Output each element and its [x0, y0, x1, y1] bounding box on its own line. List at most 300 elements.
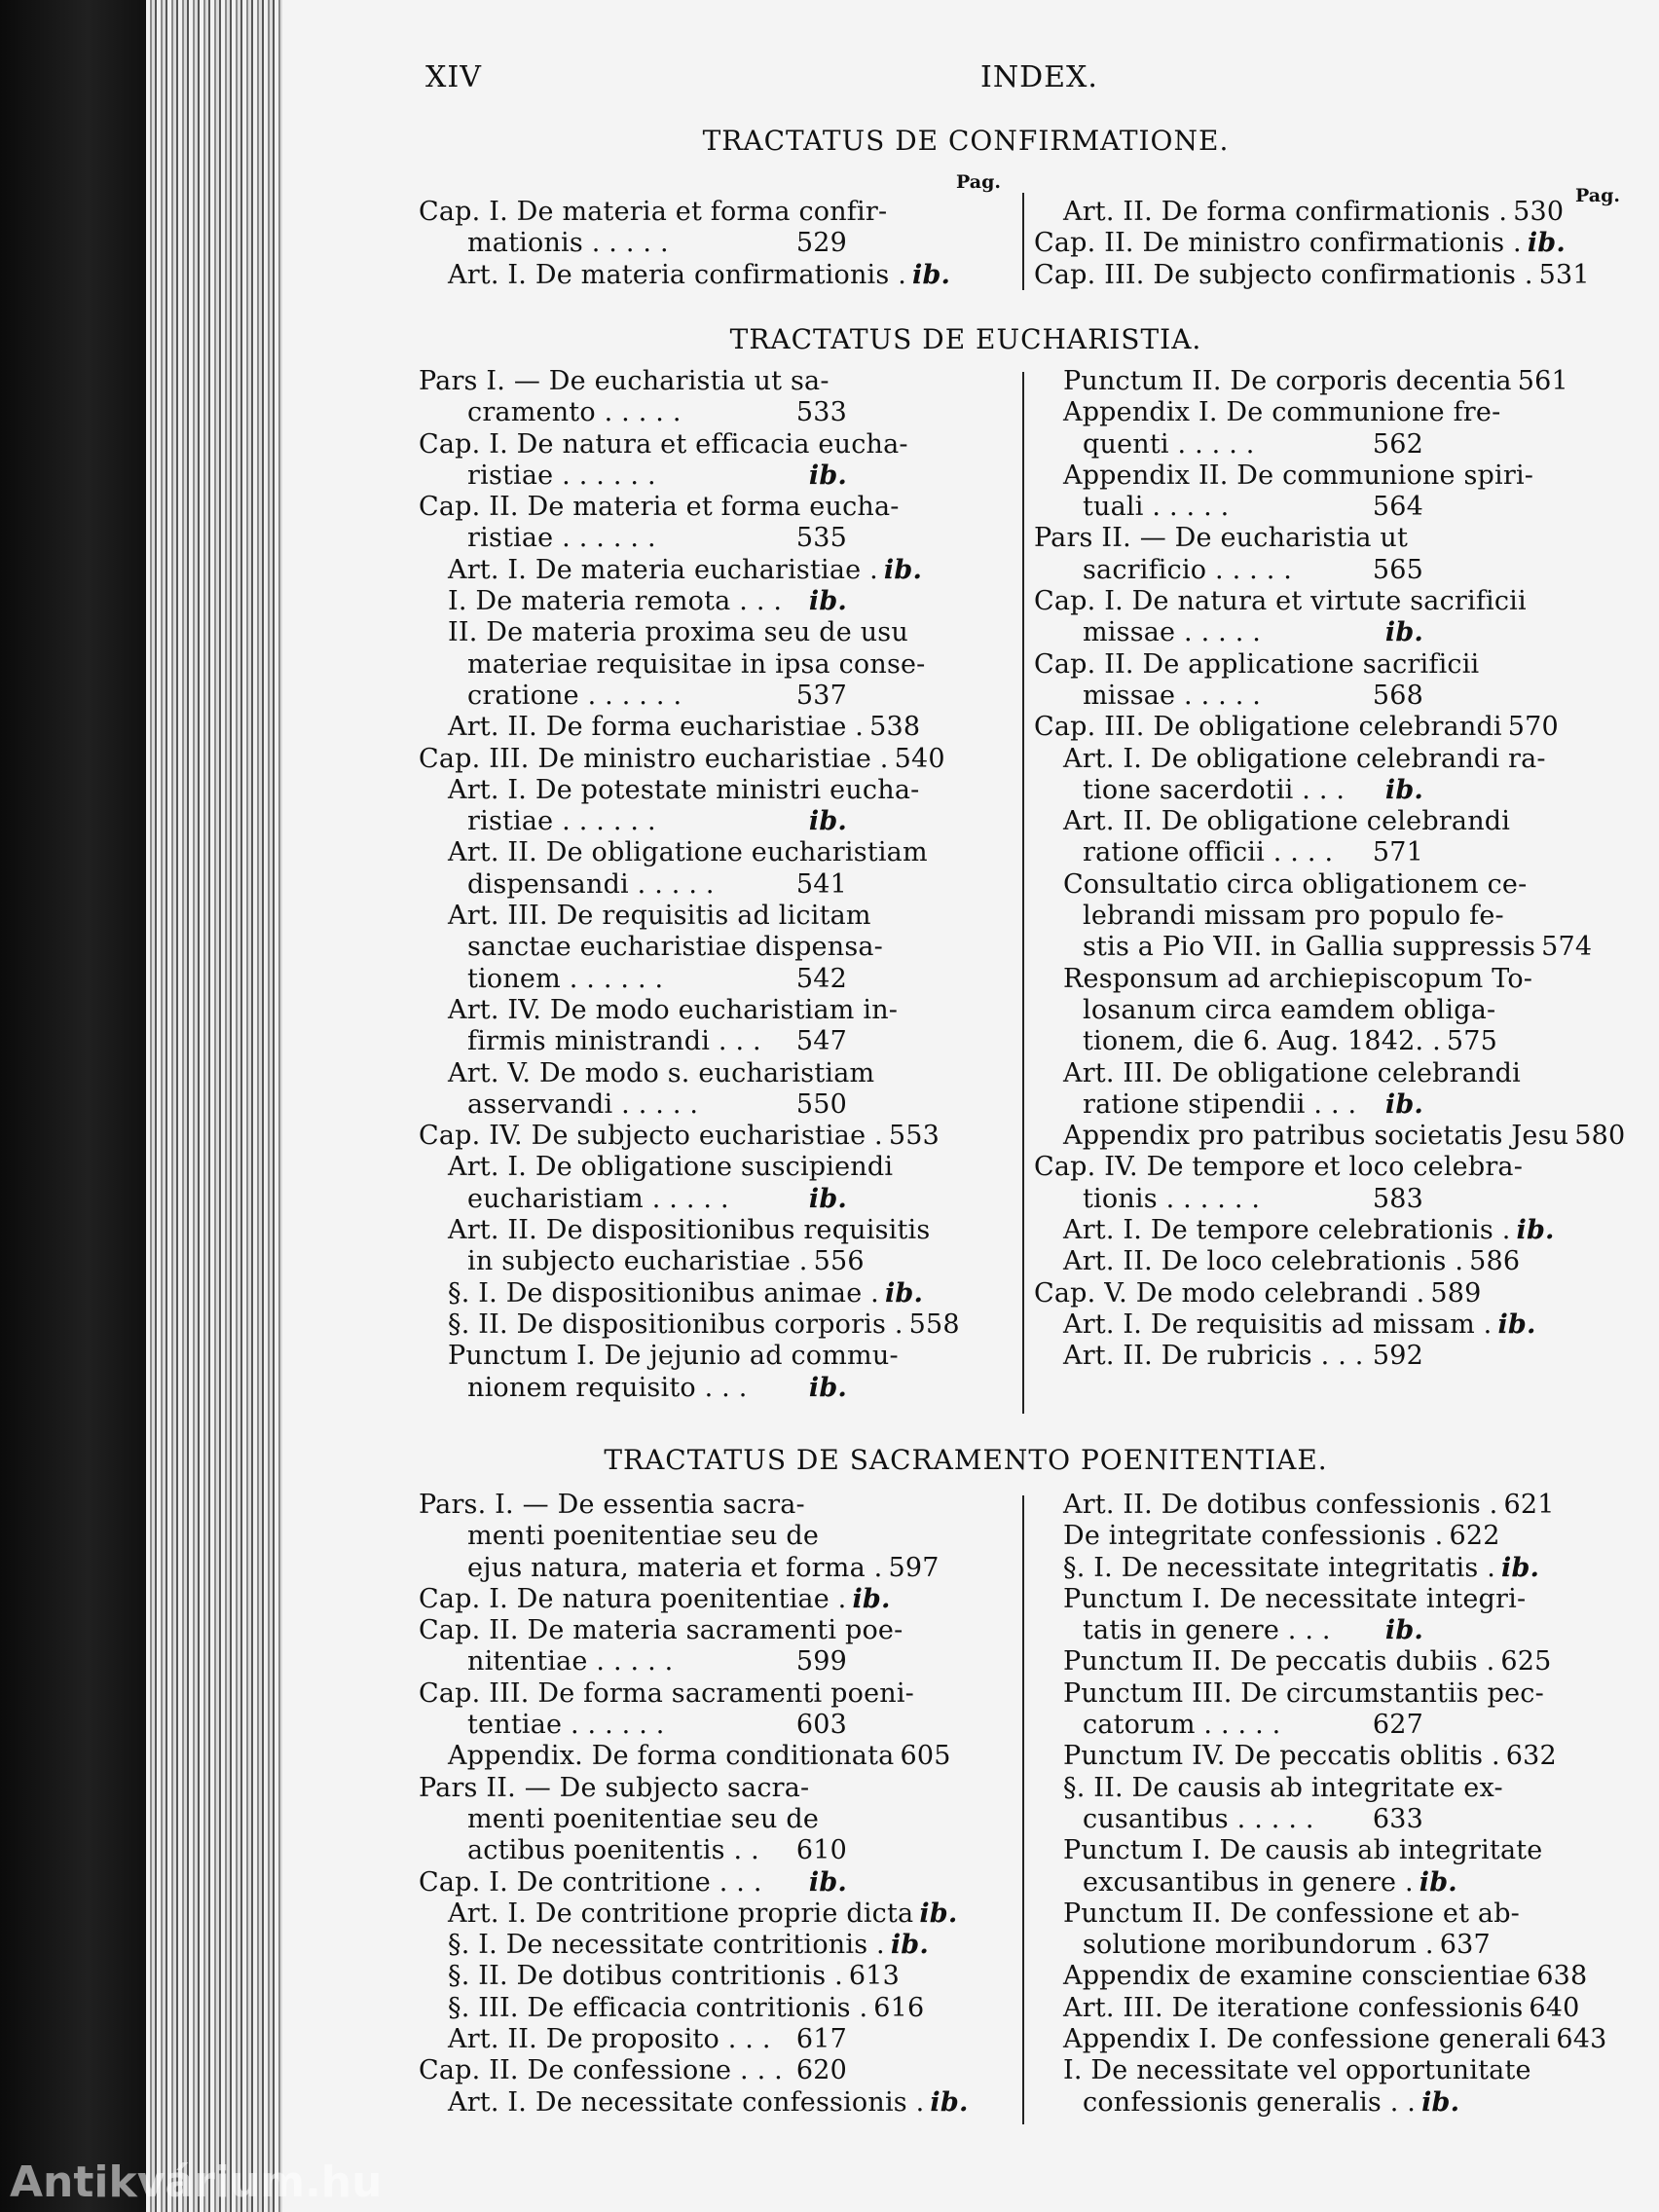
index-entry — [1034, 1835, 1543, 1866]
index-entry — [419, 1583, 891, 1615]
index-entry — [419, 586, 847, 617]
index-entry — [419, 1898, 958, 1930]
entry-title: asservandi . . . . . — [467, 1088, 699, 1120]
index-entry — [1034, 2055, 1531, 2086]
index-entry — [1034, 1677, 1544, 1710]
index-entry — [1034, 617, 1423, 648]
entry-title: quenti . . . . . — [1083, 428, 1255, 460]
entry-title: ratione stipendii . . . — [1083, 1088, 1357, 1120]
entry-page-number: 617 — [795, 2024, 847, 2055]
entry-title: sacrificio . . . . . — [1083, 554, 1293, 585]
entry-title: Art. II. De dispositionibus requisitis — [448, 1215, 931, 1246]
entry-page-number: ib. — [852, 1583, 891, 1614]
index-entry — [1034, 259, 1590, 291]
index-entry — [419, 901, 871, 932]
index-entry — [419, 1277, 924, 1309]
entry-page-number — [893, 1152, 899, 1183]
entry-page-number: ib. — [808, 460, 847, 491]
entry-page-number: 643 — [1556, 2024, 1607, 2055]
entry-page-number — [1479, 649, 1485, 681]
entry-title: Appendix I. De confessione generali — [1063, 2024, 1551, 2055]
entry-title: Cap. II. De materia et forma eucha- — [419, 492, 900, 523]
entry-title: Cap. IV. De tempore et loco celebra- — [1034, 1152, 1524, 1183]
running-title: INDEX. — [980, 60, 1098, 94]
entry-page-number: ib. — [912, 259, 951, 290]
entry-title: tione sacerdotii . . . — [1083, 774, 1346, 805]
index-entry — [1034, 1309, 1536, 1341]
entry-title: Pars II. — De subjecto sacra- — [419, 1772, 810, 1803]
entry-page-number: 610 — [795, 1835, 847, 1866]
index-entry — [419, 523, 847, 554]
index-entry — [419, 1057, 875, 1089]
entry-page-number: 530 — [1513, 197, 1565, 227]
page-edges — [146, 0, 292, 2212]
index-entry — [419, 1615, 903, 1646]
entry-page-number — [1526, 1584, 1531, 1615]
entry-title: tuali . . . . . — [1083, 492, 1230, 523]
entry-page-number: ib. — [1384, 617, 1423, 648]
index-entry — [419, 806, 847, 837]
entry-page-number: 599 — [795, 1646, 847, 1677]
entry-title: Punctum I. De jejunio ad commu- — [448, 1341, 899, 1372]
entry-title: cusantibus . . . . . — [1083, 1803, 1314, 1834]
index-entry — [1034, 1804, 1423, 1835]
entry-page-number: 558 — [908, 1309, 960, 1340]
entry-title: Art. II. De obligatione celebrandi — [1063, 806, 1511, 837]
entry-title: solutione moribundorum . — [1083, 1930, 1434, 1961]
entry-title: excusantibus in genere . — [1083, 1866, 1414, 1898]
entry-title: Art. I. De materia confirmationis . — [448, 259, 906, 290]
entry-page-number: 638 — [1536, 1961, 1588, 1992]
entry-page-number: ib. — [884, 1277, 924, 1309]
entry-title: Cap. I. De natura poenitentiae . — [419, 1583, 847, 1614]
index-entry — [419, 1677, 914, 1710]
index-entry — [1034, 1277, 1482, 1309]
entry-page-number: 535 — [795, 523, 847, 554]
index-entry — [1034, 1898, 1521, 1930]
page-number: XIV — [425, 60, 482, 94]
entry-page-number: ib. — [930, 2086, 969, 2118]
entry-page-number — [1510, 806, 1516, 837]
index-entry — [419, 1152, 894, 1183]
entry-page-number: 542 — [795, 963, 847, 994]
index-entry — [1034, 460, 1534, 492]
index-entry — [1034, 523, 1423, 554]
entry-page-number — [1500, 397, 1506, 428]
section-title-penance: TRACTATUS DE SACRAMENTO POENITENTIAE. — [604, 1444, 1328, 1476]
index-entry — [419, 1521, 847, 1552]
section-2-left-column — [419, 366, 960, 1404]
section-1-right-column — [1034, 197, 1590, 291]
entry-page-number: ib. — [1384, 1088, 1423, 1120]
index-entry — [419, 964, 847, 995]
entry-page-number — [1527, 869, 1532, 901]
index-entry — [1034, 1930, 1491, 1961]
entry-page-number: 621 — [1503, 1490, 1555, 1520]
entry-page-number: 589 — [1430, 1277, 1482, 1309]
index-entry — [1034, 932, 1593, 963]
entry-page-number: ib. — [1419, 1866, 1457, 1898]
entry-page-number — [908, 429, 914, 461]
index-entry — [419, 994, 899, 1026]
entry-page-number — [899, 1341, 904, 1372]
entry-title: losanum circa eamdem obliga- — [1083, 994, 1496, 1025]
index-entry — [1034, 228, 1566, 259]
entry-title: ristiae . . . . . . — [467, 806, 656, 837]
entry-title: Art. I. De potestate ministri eucha- — [448, 774, 920, 805]
entry-title: I. De materia remota . . . — [448, 586, 783, 617]
entry-title: Appendix II. De communione spiri- — [1063, 460, 1534, 491]
entry-title: §. III. De efficacia contritionis . — [448, 1992, 868, 2023]
entry-page-number: 556 — [813, 1246, 865, 1277]
entry-page-number: 613 — [848, 1961, 900, 1992]
entry-page-number: 605 — [900, 1741, 951, 1772]
entry-page-number — [1495, 995, 1501, 1026]
entry-title: §. I. De necessitate integritatis . — [1063, 1552, 1496, 1583]
entry-page-number: 537 — [795, 680, 847, 711]
index-entry — [1034, 681, 1423, 712]
index-entry — [419, 1710, 847, 1741]
entry-title: ristiae . . . . . . — [467, 460, 656, 491]
entry-title: Cap. II. De applicatione sacrificii — [1034, 648, 1480, 680]
entry-page-number — [1533, 461, 1539, 492]
entry-title: stis a Pio VII. in Gallia suppressis — [1083, 932, 1536, 963]
index-entry — [1034, 1992, 1580, 2024]
index-entry — [1034, 775, 1423, 806]
index-entry — [419, 397, 847, 428]
index-entry — [1034, 1490, 1555, 1521]
index-entry — [1034, 586, 1527, 617]
entry-title: Art. II. De dotibus confessionis . — [1063, 1490, 1498, 1520]
index-entry — [419, 1341, 899, 1372]
entry-page-number: 597 — [888, 1552, 940, 1583]
entry-title: Art. I. De obligatione suscipiendi — [448, 1152, 894, 1183]
book-spine — [0, 0, 146, 2212]
entry-title: eucharistiam . . . . . — [467, 1183, 729, 1214]
entry-page-number: 586 — [1469, 1246, 1521, 1277]
entry-page-number: 571 — [1372, 837, 1423, 868]
entry-title: Art. V. De modo s. eucharistiam — [448, 1057, 875, 1088]
entry-title: Cap. III. De forma sacramenti poeni- — [419, 1677, 914, 1709]
section-1-left-column — [419, 197, 951, 291]
entry-title: Cap. V. De modo celebrandi . — [1034, 1277, 1425, 1309]
pag-label-left: Pag. — [956, 171, 1001, 193]
entry-page-number: 632 — [1505, 1741, 1557, 1772]
section-title-eucharist: TRACTATUS DE EUCHARISTIA. — [729, 323, 1202, 355]
index-entry — [1034, 1521, 1500, 1552]
entry-page-number: ib. — [808, 1183, 847, 1214]
entry-page-number — [930, 1215, 936, 1246]
index-entry — [1034, 1866, 1457, 1899]
entry-page-number — [887, 197, 893, 228]
entry-title: missae . . . . . — [1083, 680, 1262, 711]
entry-page-number: ib. — [890, 1930, 929, 1961]
entry-page-number — [1503, 1773, 1509, 1804]
entry-page-number — [1544, 1678, 1550, 1710]
index-entry — [1034, 901, 1504, 932]
entry-page-number: ib. — [1501, 1552, 1540, 1583]
entry-title: tionem, die 6. Aug. 1842. . — [1083, 1026, 1441, 1057]
index-page — [282, 0, 1659, 2212]
watermark: Antikvárium.hu — [10, 2157, 383, 2207]
entry-page-number: ib. — [808, 1866, 847, 1898]
index-entry — [419, 197, 888, 228]
index-entry — [419, 1930, 929, 1961]
entry-title: Cap. I. De natura et efficacia eucha- — [419, 428, 908, 460]
index-entry — [419, 2024, 847, 2055]
entry-page-number: 633 — [1372, 1803, 1423, 1834]
index-entry — [1034, 1772, 1503, 1804]
entry-page-number: 580 — [1574, 1121, 1626, 1152]
entry-page-number — [841, 1804, 847, 1835]
index-entry — [419, 1026, 847, 1057]
index-entry — [1034, 2024, 1607, 2055]
entry-title: nitentiae . . . . . — [467, 1646, 674, 1677]
entry-page-number: 529 — [795, 228, 847, 259]
entry-page-number — [903, 1615, 908, 1646]
entry-page-number: 562 — [1372, 428, 1423, 460]
index-entry — [419, 712, 921, 743]
entry-page-number — [1532, 964, 1538, 995]
index-entry — [419, 617, 908, 648]
entry-page-number: 538 — [869, 712, 921, 743]
entry-title: Punctum II. De confessione et ab- — [1063, 1898, 1521, 1929]
column-rule — [1022, 193, 1024, 290]
entry-page-number: 540 — [894, 743, 945, 774]
entry-title: Cap. II. De confessione . . . — [419, 2055, 783, 2086]
index-entry — [419, 1490, 847, 1521]
column-rule — [1022, 1495, 1024, 2124]
index-entry — [1034, 555, 1423, 586]
entry-title: Cap. I. De contritione . . . — [419, 1866, 762, 1898]
entry-title: sanctae eucharistiae dispensa- — [467, 932, 883, 963]
index-entry — [419, 259, 951, 291]
index-entry — [1034, 492, 1423, 523]
entry-title: Cap. IV. De subjecto eucharistiae . — [419, 1121, 883, 1152]
entry-title: Appendix pro patribus societatis Jesu — [1063, 1121, 1569, 1152]
entry-title: Cap. I. De materia et forma confir- — [419, 197, 888, 227]
entry-page-number: ib. — [1384, 1615, 1423, 1646]
index-entry — [419, 1246, 865, 1277]
entry-title: firmis ministrandi . . . — [467, 1026, 761, 1057]
index-entry — [419, 428, 908, 461]
entry-title: dispensandi . . . . . — [467, 868, 715, 900]
entry-title: Appendix I. De communione fre- — [1063, 397, 1501, 428]
entry-title: I. De necessitate vel opportunitate — [1063, 2055, 1531, 2086]
entry-page-number: ib. — [1497, 1309, 1536, 1340]
entry-page-number — [926, 649, 932, 681]
entry-title: §. II. De dispositionibus corporis . — [448, 1309, 903, 1340]
entry-title: Art. IV. De modo eucharistiam in- — [448, 994, 899, 1025]
entry-title: Art. II. De loco celebrationis . — [1063, 1246, 1464, 1277]
entry-title: Art. II. De rubricis . . . — [1063, 1341, 1364, 1372]
entry-page-number — [841, 1773, 847, 1804]
column-rule — [1022, 372, 1024, 1414]
index-entry — [419, 1373, 847, 1404]
entry-page-number — [1543, 1835, 1549, 1866]
index-entry — [419, 1552, 940, 1584]
entry-page-number: 603 — [795, 1710, 847, 1741]
index-entry — [1034, 1341, 1423, 1372]
index-entry — [1034, 837, 1423, 868]
entry-title: Pars I. — De eucharistia ut sa- — [419, 366, 830, 396]
entry-page-number: 592 — [1372, 1341, 1423, 1372]
entry-page-number — [1531, 2055, 1537, 2086]
entry-page-number: 625 — [1500, 1646, 1552, 1677]
entry-page-number — [928, 837, 934, 868]
entry-title: Punctum I. De necessitate integri- — [1063, 1583, 1527, 1614]
index-entry — [419, 1646, 847, 1677]
section-2-right-column — [1034, 366, 1626, 1373]
entry-title: Cap. III. De obligatione celebrandi — [1034, 712, 1502, 743]
entry-title: tionis . . . . . . — [1083, 1183, 1261, 1214]
index-entry — [419, 1773, 847, 1804]
entry-page-number: 531 — [1538, 259, 1590, 290]
index-entry — [1034, 868, 1528, 901]
index-entry — [419, 492, 900, 523]
index-entry — [419, 1992, 925, 2024]
entry-title: tionem . . . . . . — [467, 963, 664, 994]
entry-page-number: 570 — [1507, 712, 1559, 743]
index-entry — [419, 2086, 969, 2119]
entry-page-number: ib. — [1421, 2086, 1460, 2118]
entry-title: Consultatio circa obligationem ce- — [1063, 868, 1528, 900]
index-entry — [1034, 1089, 1423, 1121]
index-entry — [419, 1741, 951, 1772]
index-entry — [1034, 712, 1559, 743]
entry-page-number — [900, 492, 905, 523]
entry-title: Art. II. De proposito . . . — [448, 2024, 771, 2055]
index-entry — [1034, 1026, 1498, 1057]
index-entry — [1034, 1961, 1588, 1992]
entry-title: Appendix de examine conscientiae — [1063, 1961, 1531, 1992]
index-entry — [419, 1961, 900, 1992]
entry-page-number: ib. — [1527, 228, 1566, 259]
entry-page-number: 627 — [1372, 1710, 1423, 1741]
entry-title: Cap. III. De ministro eucharistiae . — [419, 743, 889, 774]
entry-page-number — [841, 1490, 847, 1521]
entry-title: Pars. I. — De essentia sacra- — [419, 1490, 805, 1520]
index-entry — [419, 1184, 847, 1215]
entry-page-number: 533 — [795, 397, 847, 428]
entry-title: in subjecto eucharistiae . — [467, 1246, 808, 1277]
entry-title: cramento . . . . . — [467, 397, 682, 428]
index-entry — [419, 774, 920, 806]
entry-title: Punctum I. De causis ab integritate — [1063, 1835, 1543, 1866]
index-entry — [419, 932, 883, 963]
entry-title: Art. II. De obligatione eucharistiam — [448, 837, 928, 868]
entry-title: nionem requisito . . . — [467, 1372, 748, 1403]
index-entry — [419, 837, 928, 868]
index-entry — [419, 1089, 847, 1121]
entry-title: Cap. II. De materia sacramenti poe- — [419, 1615, 903, 1646]
index-entry — [419, 228, 847, 259]
entry-title: Art. I. De necessitate confessionis . — [448, 2086, 925, 2118]
entry-page-number: ib. — [1516, 1215, 1555, 1246]
entry-title: Punctum III. De circumstantiis pec- — [1063, 1677, 1544, 1709]
entry-title: §. I. De necessitate contritionis . — [448, 1930, 885, 1961]
entry-title: materiae requisitae in ipsa conse- — [467, 648, 926, 680]
entry-title: Appendix. De forma conditionata — [448, 1741, 895, 1772]
entry-page-number: 620 — [795, 2055, 847, 2086]
entry-title: cratione . . . . . . — [467, 680, 682, 711]
entry-page-number: 616 — [873, 1992, 925, 2023]
entry-page-number — [919, 775, 925, 806]
index-entry — [1034, 1741, 1557, 1772]
entry-page-number — [841, 366, 847, 397]
entry-page-number: ib. — [883, 554, 923, 585]
section-3-right-column — [1034, 1490, 1607, 2119]
entry-title: Art. I. De tempore celebrationis . — [1063, 1215, 1511, 1246]
index-entry — [419, 648, 926, 681]
index-entry — [1034, 806, 1511, 837]
entry-title: catorum . . . . . — [1083, 1710, 1281, 1741]
entry-title: §. I. De dispositionibus animae . — [448, 1277, 879, 1309]
entry-page-number — [908, 617, 914, 648]
entry-page-number: 565 — [1372, 554, 1423, 585]
index-entry — [1034, 1121, 1626, 1152]
entry-page-number — [1546, 744, 1552, 775]
entry-title: menti poenitentiae seu de — [467, 1521, 820, 1552]
index-entry — [419, 743, 945, 775]
index-entry — [1034, 366, 1568, 397]
entry-page-number: 574 — [1541, 932, 1593, 963]
entry-title: Pars II. — De eucharistia ut — [1034, 523, 1409, 554]
entry-title: §. II. De dotibus contritionis . — [448, 1961, 843, 1992]
entry-page-number: 541 — [795, 868, 847, 900]
entry-page-number — [1523, 1152, 1529, 1183]
entry-page-number: ib. — [808, 586, 847, 617]
entry-title: missae . . . . . — [1083, 617, 1262, 648]
pag-label-right: Pag. — [1575, 185, 1620, 206]
entry-title: Art. III. De requisitis ad licitam — [448, 901, 871, 932]
index-entry — [1034, 994, 1496, 1026]
entry-title: Art. II. De forma eucharistiae . — [448, 712, 865, 743]
entry-page-number — [1520, 1899, 1526, 1930]
index-entry — [419, 1309, 960, 1341]
entry-title: tentiae . . . . . . — [467, 1710, 665, 1741]
entry-title: Punctum II. De corporis decentia — [1063, 366, 1512, 396]
entry-title: actibus poenitentis . . — [467, 1835, 759, 1866]
entry-page-number — [898, 995, 903, 1026]
entry-page-number: 564 — [1372, 492, 1423, 523]
entry-title: De integritate confessionis . — [1063, 1521, 1444, 1552]
index-entry — [419, 1867, 847, 1899]
entry-title: lebrandi missam pro populo fe- — [1083, 901, 1504, 932]
entry-title: Art. II. De forma confirmationis . — [1063, 197, 1508, 227]
entry-title: Art. I. De materia eucharistiae . — [448, 554, 878, 585]
entry-page-number — [841, 1521, 847, 1552]
index-entry — [1034, 1615, 1423, 1646]
index-entry — [419, 2055, 847, 2086]
entry-title: Cap. II. De ministro confirmationis . — [1034, 228, 1522, 259]
entry-page-number: ib. — [919, 1898, 958, 1929]
entry-title: ratione officii . . . . — [1083, 837, 1334, 868]
index-entry — [1034, 1215, 1555, 1246]
index-entry — [1034, 1152, 1524, 1183]
index-entry — [1034, 1646, 1552, 1677]
entry-title: Art. III. De iteratione confessionis — [1063, 1992, 1524, 2023]
index-entry — [1034, 1583, 1527, 1615]
index-entry — [419, 366, 847, 397]
index-entry — [1034, 1057, 1521, 1089]
entry-page-number — [874, 1058, 880, 1089]
entry-page-number: 550 — [795, 1088, 847, 1120]
entry-page-number: 547 — [795, 1026, 847, 1057]
section-title-confirmation: TRACTATUS DE CONFIRMATIONE. — [702, 125, 1230, 157]
entry-page-number — [883, 932, 889, 963]
entry-page-number: 575 — [1446, 1026, 1498, 1057]
